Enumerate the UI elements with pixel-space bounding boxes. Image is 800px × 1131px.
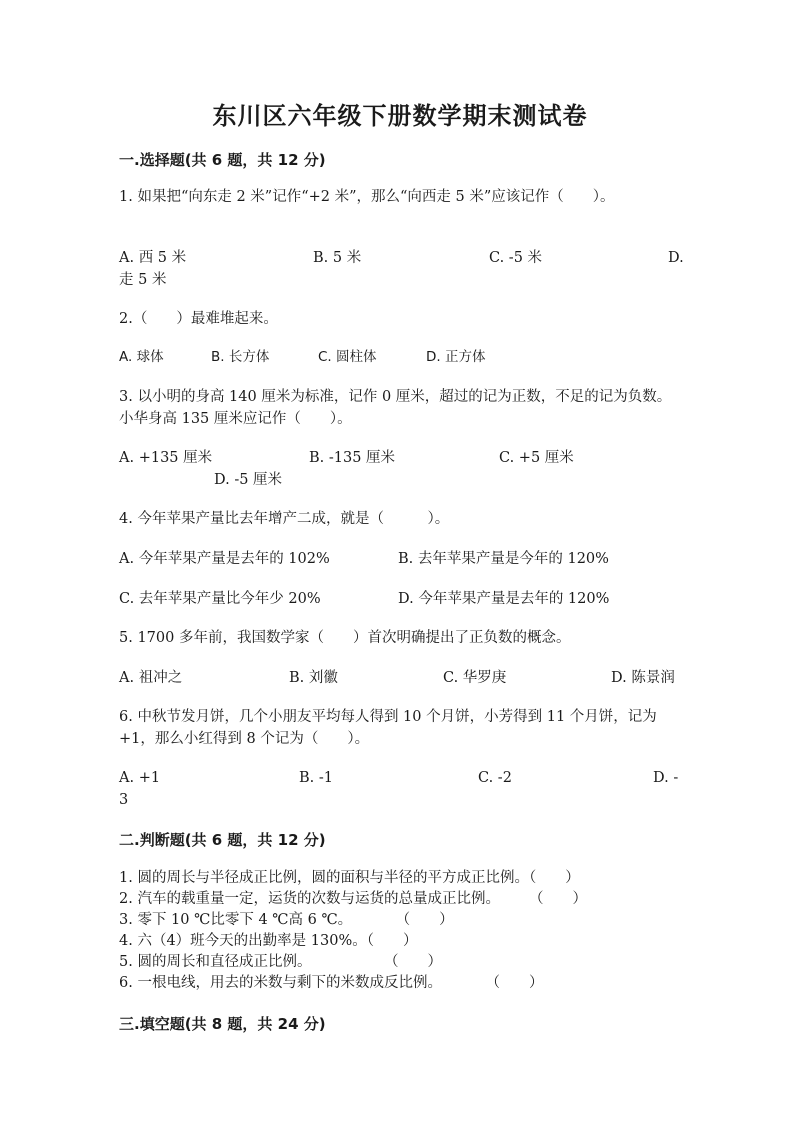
option-a: A. 西 5 米 [119, 250, 187, 266]
option-a: A. 球体 [119, 349, 164, 365]
section-heading-judge: 二.判断题(共 6 题，共 12 分) [119, 831, 326, 849]
option-b: B. 5 米 [313, 250, 362, 266]
option-c: C. 华罗庚 [443, 670, 507, 686]
question-stem: 5. 1700 多年前，我国数学家（ ）首次明确提出了正负数的概念。 [119, 630, 571, 646]
options-row [119, 447, 684, 488]
option-a: A. 今年苹果产量是去年的 102% [119, 551, 330, 567]
question-stem: 1. 如果把“向东走 2 米”记作“+2 米”，那么“向西走 5 米”应该记作（ ）。 [119, 189, 615, 205]
section-heading-choice: 一.选择题(共 6 题，共 12 分) [119, 151, 326, 169]
option-d-wrap: 走 5 米 [119, 272, 167, 288]
option-c: C. -2 [478, 770, 512, 786]
options-row [119, 667, 684, 689]
option-c: C. +5 厘米 [499, 450, 574, 466]
option-b: B. 长方体 [211, 349, 270, 365]
option-d: D. 今年苹果产量是去年的 120% [398, 591, 610, 607]
section-heading-fill: 三.填空题(共 8 题，共 24 分) [119, 1015, 326, 1033]
option-d: D. 正方体 [426, 349, 486, 365]
page-title: 东川区六年级下册数学期末测试卷 [212, 101, 588, 130]
option-b: B. 去年苹果产量是今年的 120% [398, 551, 609, 567]
options-row [119, 548, 684, 570]
options-row [119, 588, 684, 610]
judge-item: 1. 圆的周长与半径成正比例，圆的面积与半径的平方成正比例。（ ） [119, 870, 580, 886]
option-d-wrap: 3 [119, 792, 129, 808]
option-a: A. +135 厘米 [119, 450, 213, 466]
judge-item: 2. 汽车的载重量一定，运货的次数与运货的总量成正比例。 （ ） [119, 891, 587, 907]
option-b: B. -135 厘米 [309, 450, 396, 466]
question-stem: 6. 中秋节发月饼，几个小朋友平均每人得到 10 个月饼，小芳得到 11 个月饼，记为+1，那么小红得到 8 个记为（ ）。 [119, 709, 657, 747]
option-d: D. 陈景润 [611, 670, 675, 686]
options-row [119, 247, 684, 288]
option-c: C. 圆柱体 [318, 349, 377, 365]
judge-item: 6. 一根电线，用去的米数与剩下的米数成反比例。 （ ） [119, 975, 544, 991]
judge-item: 4. 六（4）班今天的出勤率是 130%。（ ） [119, 933, 418, 949]
option-c: C. -5 米 [489, 250, 543, 266]
option-d: D. -5 厘米 [214, 472, 283, 488]
option-d: D. - [653, 770, 679, 786]
judge-item: 3. 零下 10 ℃比零下 4 ℃高 6 ℃。 （ ） [119, 912, 454, 928]
question-stem: 2.（ ）最难堆起来。 [119, 311, 278, 327]
question-stem: 3. 以小明的身高 140 厘米为标准，记作 0 厘米，超过的记为正数，不足的记为负数。小华身高 135 厘米应记作（ ）。 [119, 389, 672, 427]
question-stem: 4. 今年苹果产量比去年增产二成，就是（ ）。 [119, 511, 450, 527]
option-a: A. +1 [119, 770, 161, 786]
option-d: D. [668, 250, 684, 266]
option-b: B. -1 [299, 770, 333, 786]
options-row [119, 346, 684, 368]
judge-item: 5. 圆的周长和直径成正比例。 （ ） [119, 954, 442, 970]
option-c: C. 去年苹果产量比今年少 20% [119, 591, 321, 607]
options-row [119, 767, 684, 808]
option-a: A. 祖冲之 [119, 670, 183, 686]
option-b: B. 刘徽 [289, 670, 338, 686]
